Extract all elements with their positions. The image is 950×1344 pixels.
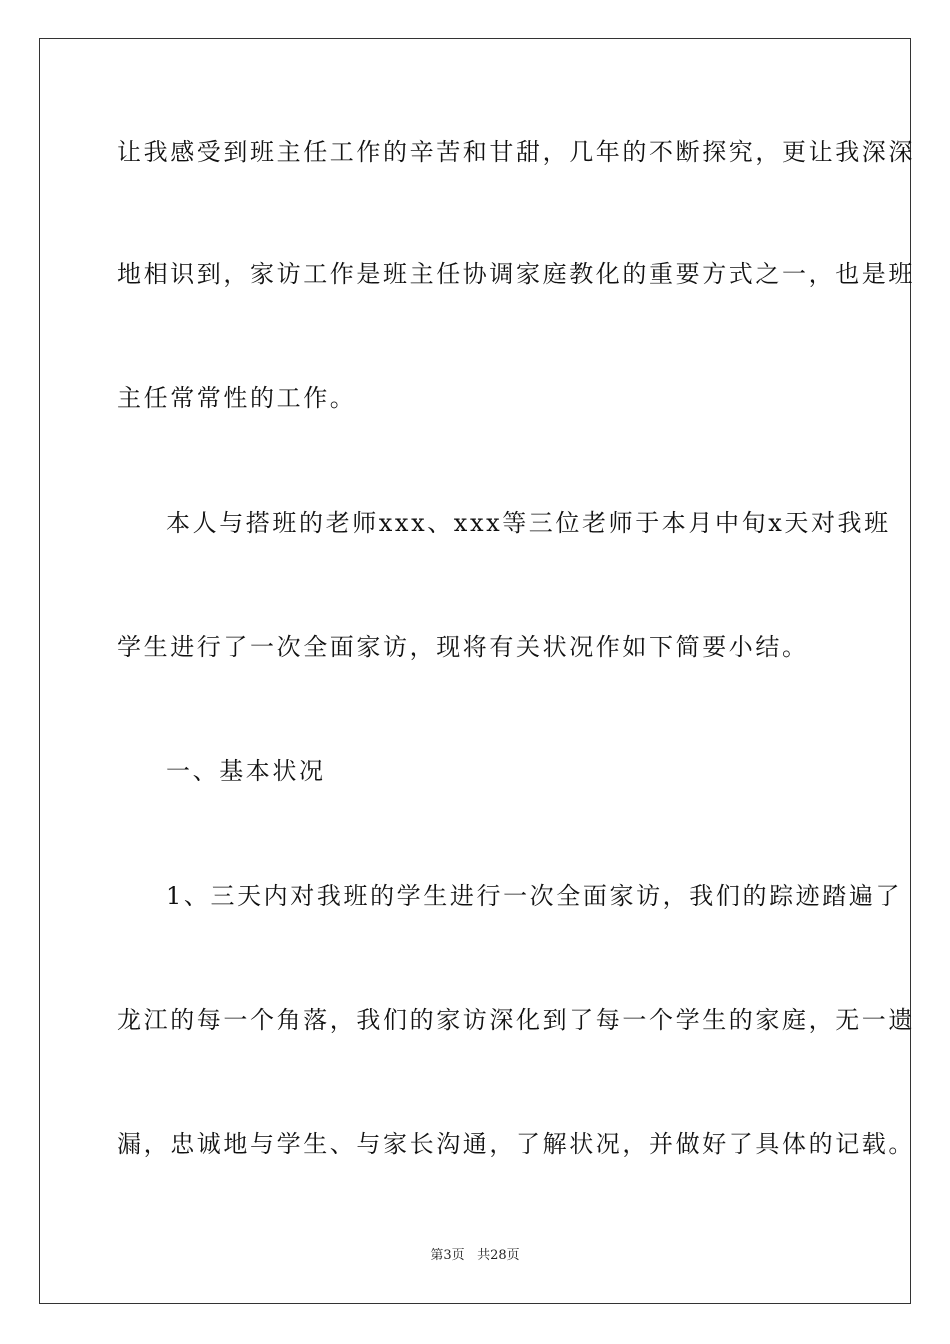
paragraph-line: 地相识到，家访工作是班主任协调家庭教化的重要方式之一，也是班 (117, 260, 915, 288)
section-heading: 一、基本状况 (166, 757, 326, 785)
page-number: 第3页 (430, 1248, 465, 1263)
paragraph-line: 学生进行了一次全面家访，现将有关状况作如下简要小结。 (117, 633, 809, 661)
paragraph-line: 主任常常性的工作。 (117, 384, 357, 412)
page-frame (39, 38, 915, 1304)
paragraph-line: 本人与搭班的老师xxx、xxx等三位老师于本月中旬x天对我班 (166, 509, 891, 537)
page-total: 共28页 (477, 1248, 520, 1263)
page-footer (0, 1248, 950, 1264)
paragraph-line: 1、三天内对我班的学生进行一次全面家访，我们的踪迹踏遍了 (166, 882, 903, 910)
paragraph-line: 让我感受到班主任工作的辛苦和甘甜，几年的不断探究，更让我深深 (117, 138, 915, 166)
paragraph-line: 龙江的每一个角落，我们的家访深化到了每一个学生的家庭，无一遗 (117, 1006, 915, 1034)
paragraph-line: 漏，忠诚地与学生、与家长沟通，了解状况，并做好了具体的记载。 (117, 1130, 915, 1158)
